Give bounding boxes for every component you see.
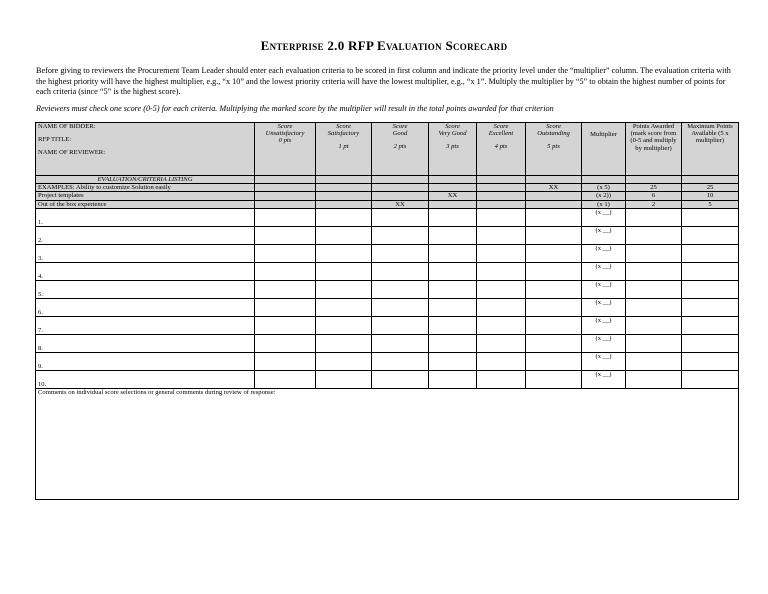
- score-cell[interactable]: [477, 226, 526, 244]
- page-title: Enterprise 2.0 RFP Evaluation Scorecard: [260, 38, 508, 53]
- score-cell[interactable]: [526, 226, 582, 244]
- score-cell[interactable]: [526, 316, 582, 334]
- score-cell[interactable]: [316, 334, 372, 352]
- score-cell[interactable]: [372, 226, 429, 244]
- example-multiplier: (x 5): [582, 184, 626, 192]
- score-cell[interactable]: [526, 244, 582, 262]
- points-awarded-cell[interactable]: [626, 208, 682, 226]
- criteria-row: [36, 316, 739, 334]
- score-cell[interactable]: [316, 262, 372, 280]
- score-cell[interactable]: [372, 280, 429, 298]
- points-awarded-cell[interactable]: [626, 352, 682, 370]
- col-good: Score Good 2 pts: [372, 123, 429, 176]
- score-cell[interactable]: [477, 334, 526, 352]
- example-label: Project templates: [36, 192, 255, 200]
- score-cell[interactable]: [477, 352, 526, 370]
- score-cell[interactable]: [477, 316, 526, 334]
- intro-paragraph: Before giving to reviewers the Procurement Team Leader should enter each evaluation criteria to be scored in first column and indicate the priority level under the “multiplier” column. The evaluation criteria with the highest priority will have the highest multiplier, e.g., “x 10” and the lowest priority criteria will have the lowest multiplier, e.g., “x 1”. Multiply the multiplier by “5” to obtain the highest number of points for each criteria (since “5” is the highest score).: [36, 66, 731, 97]
- criteria-row: [36, 280, 739, 298]
- score-cell[interactable]: [372, 352, 429, 370]
- score-cell[interactable]: [429, 370, 477, 388]
- multiplier-cell[interactable]: (x __): [582, 262, 626, 280]
- example-score-mark: XX: [429, 192, 477, 200]
- col-points-awarded: Points Awarded (mark score from (0-5 and multiply by multiplier): [626, 123, 682, 176]
- score-cell[interactable]: [316, 370, 372, 388]
- points-awarded-cell[interactable]: [626, 334, 682, 352]
- score-cell[interactable]: [255, 280, 316, 298]
- criteria-number[interactable]: 3.: [36, 244, 255, 262]
- score-cell[interactable]: [255, 244, 316, 262]
- score-cell[interactable]: [429, 334, 477, 352]
- max-points-cell[interactable]: [682, 244, 739, 262]
- score-cell: [526, 192, 582, 200]
- reviewer-label: NAME OF REVIEWER:: [38, 149, 106, 157]
- max-points-cell[interactable]: [682, 298, 739, 316]
- score-cell[interactable]: [316, 280, 372, 298]
- criteria-row: [36, 262, 739, 280]
- example-row: [36, 184, 739, 192]
- example-label: Out of the box experience: [36, 200, 255, 208]
- score-cell: [255, 184, 316, 192]
- rfp-title-label: RFP TITLE:: [38, 136, 72, 144]
- score-cell[interactable]: [526, 370, 582, 388]
- score-cell[interactable]: [429, 208, 477, 226]
- col-excellent: Score Excellent 4 pts: [477, 123, 526, 176]
- score-cell[interactable]: [255, 316, 316, 334]
- col-max-points: Maximum Points Available (5 x multiplier): [682, 123, 739, 176]
- criteria-row: [36, 208, 739, 226]
- score-cell[interactable]: [255, 370, 316, 388]
- criteria-number[interactable]: 2.: [36, 226, 255, 244]
- score-cell[interactable]: [477, 370, 526, 388]
- score-cell: [372, 184, 429, 192]
- example-row: [36, 200, 739, 208]
- example-multiplier: (x 2)): [582, 192, 626, 200]
- score-cell[interactable]: [316, 298, 372, 316]
- score-cell[interactable]: [255, 226, 316, 244]
- score-cell: [316, 184, 372, 192]
- criteria-row: [36, 226, 739, 244]
- score-cell[interactable]: [429, 316, 477, 334]
- multiplier-cell[interactable]: (x __): [582, 352, 626, 370]
- criteria-number[interactable]: 10.: [36, 370, 255, 388]
- multiplier-cell[interactable]: (x __): [582, 370, 626, 388]
- score-cell: [372, 192, 429, 200]
- score-cell[interactable]: [526, 334, 582, 352]
- score-cell[interactable]: [372, 262, 429, 280]
- score-cell[interactable]: [372, 370, 429, 388]
- max-points-cell[interactable]: [682, 316, 739, 334]
- score-cell[interactable]: [477, 244, 526, 262]
- score-cell[interactable]: [429, 262, 477, 280]
- points-awarded-cell[interactable]: [626, 298, 682, 316]
- score-cell[interactable]: [526, 352, 582, 370]
- score-cell: [477, 192, 526, 200]
- score-cell[interactable]: [255, 262, 316, 280]
- score-cell[interactable]: [372, 316, 429, 334]
- col-unsatisfactory: Score Unsatisfactory 0 pts: [255, 123, 316, 176]
- criteria-number[interactable]: 7.: [36, 316, 255, 334]
- points-awarded-cell[interactable]: [626, 370, 682, 388]
- scorecard-table: [35, 122, 739, 500]
- score-cell[interactable]: [255, 298, 316, 316]
- score-cell[interactable]: [429, 298, 477, 316]
- comments-box[interactable]: [36, 388, 739, 499]
- example-multiplier: (x 1): [582, 200, 626, 208]
- example-max-points: 25: [682, 184, 739, 192]
- bidder-info-cell: [36, 123, 255, 176]
- example-points-awarded: 6: [626, 192, 682, 200]
- score-cell[interactable]: [316, 226, 372, 244]
- score-cell[interactable]: [316, 244, 372, 262]
- score-cell: [477, 184, 526, 192]
- score-cell: [526, 200, 582, 208]
- score-cell: [429, 184, 477, 192]
- criteria-row: [36, 244, 739, 262]
- example-score-mark: XX: [526, 184, 582, 192]
- header-row: [36, 123, 739, 176]
- score-cell[interactable]: [526, 298, 582, 316]
- multiplier-cell[interactable]: (x __): [582, 316, 626, 334]
- example-max-points: 10: [682, 192, 739, 200]
- max-points-cell[interactable]: [682, 352, 739, 370]
- col-very-good: Score Very Good 3 pts: [429, 123, 477, 176]
- criteria-number[interactable]: 5.: [36, 280, 255, 298]
- col-outstanding: Score Outstanding 5 pts: [526, 123, 582, 176]
- max-points-cell[interactable]: [682, 226, 739, 244]
- criteria-number[interactable]: 4.: [36, 262, 255, 280]
- multiplier-cell[interactable]: (x __): [582, 334, 626, 352]
- reviewer-instructions: Reviewers must check one score (0-5) for each criteria. Multiplying the marked score by the multiplier will result in the total points awarded for that criterion: [36, 104, 554, 113]
- score-cell: [316, 192, 372, 200]
- score-cell[interactable]: [372, 298, 429, 316]
- score-cell: [255, 192, 316, 200]
- example-label: EXAMPLES: Ability to customize Solution easily: [36, 184, 255, 192]
- points-awarded-cell[interactable]: [626, 262, 682, 280]
- score-cell: [316, 200, 372, 208]
- max-points-cell[interactable]: [682, 208, 739, 226]
- multiplier-cell[interactable]: (x __): [582, 298, 626, 316]
- score-cell: [429, 200, 477, 208]
- score-cell[interactable]: [255, 208, 316, 226]
- score-cell[interactable]: [255, 334, 316, 352]
- score-cell: [477, 200, 526, 208]
- criteria-listing-row: [36, 176, 739, 184]
- score-cell[interactable]: [372, 334, 429, 352]
- max-points-cell[interactable]: [682, 334, 739, 352]
- criteria-listing-label: EVALUATION/CRITERIA LISTING: [36, 176, 255, 184]
- score-cell[interactable]: [316, 316, 372, 334]
- criteria-row: [36, 334, 739, 352]
- criteria-row: [36, 352, 739, 370]
- comments-label: Comments on individual score selections or general comments during review of response:: [38, 388, 276, 396]
- score-cell[interactable]: [316, 208, 372, 226]
- example-score-mark: XX: [372, 200, 429, 208]
- criteria-number[interactable]: 9.: [36, 352, 255, 370]
- criteria-number[interactable]: 1.: [36, 208, 255, 226]
- criteria-number[interactable]: 8.: [36, 334, 255, 352]
- max-points-cell[interactable]: [682, 370, 739, 388]
- points-awarded-cell[interactable]: [626, 316, 682, 334]
- example-row: [36, 192, 739, 200]
- multiplier-cell[interactable]: (x __): [582, 244, 626, 262]
- max-points-cell[interactable]: [682, 280, 739, 298]
- score-cell[interactable]: [477, 280, 526, 298]
- criteria-row: [36, 370, 739, 388]
- score-cell: [255, 200, 316, 208]
- points-awarded-cell[interactable]: [626, 226, 682, 244]
- points-awarded-cell[interactable]: [626, 244, 682, 262]
- score-cell[interactable]: [526, 262, 582, 280]
- multiplier-cell[interactable]: (x __): [582, 280, 626, 298]
- criteria-number[interactable]: 6.: [36, 298, 255, 316]
- score-cell[interactable]: [429, 280, 477, 298]
- multiplier-cell[interactable]: (x __): [582, 226, 626, 244]
- score-cell[interactable]: [526, 208, 582, 226]
- score-cell[interactable]: [477, 298, 526, 316]
- multiplier-cell[interactable]: (x __): [582, 208, 626, 226]
- score-cell[interactable]: [429, 352, 477, 370]
- col-satisfactory: Score Satisfactory 1 pt: [316, 123, 372, 176]
- score-cell[interactable]: [372, 244, 429, 262]
- score-cell[interactable]: [316, 352, 372, 370]
- max-points-cell[interactable]: [682, 262, 739, 280]
- score-cell[interactable]: [477, 262, 526, 280]
- criteria-row: [36, 298, 739, 316]
- score-cell[interactable]: [526, 280, 582, 298]
- example-points-awarded: 25: [626, 184, 682, 192]
- example-max-points: 5: [682, 200, 739, 208]
- example-points-awarded: 2: [626, 200, 682, 208]
- score-cell[interactable]: [477, 208, 526, 226]
- col-multiplier: Multiplier: [582, 123, 626, 176]
- score-cell[interactable]: [255, 352, 316, 370]
- points-awarded-cell[interactable]: [626, 280, 682, 298]
- score-cell[interactable]: [372, 208, 429, 226]
- score-cell[interactable]: [429, 244, 477, 262]
- score-cell[interactable]: [429, 226, 477, 244]
- comments-row: [36, 388, 739, 499]
- bidder-label: NAME OF BIDDER:: [38, 123, 96, 130]
